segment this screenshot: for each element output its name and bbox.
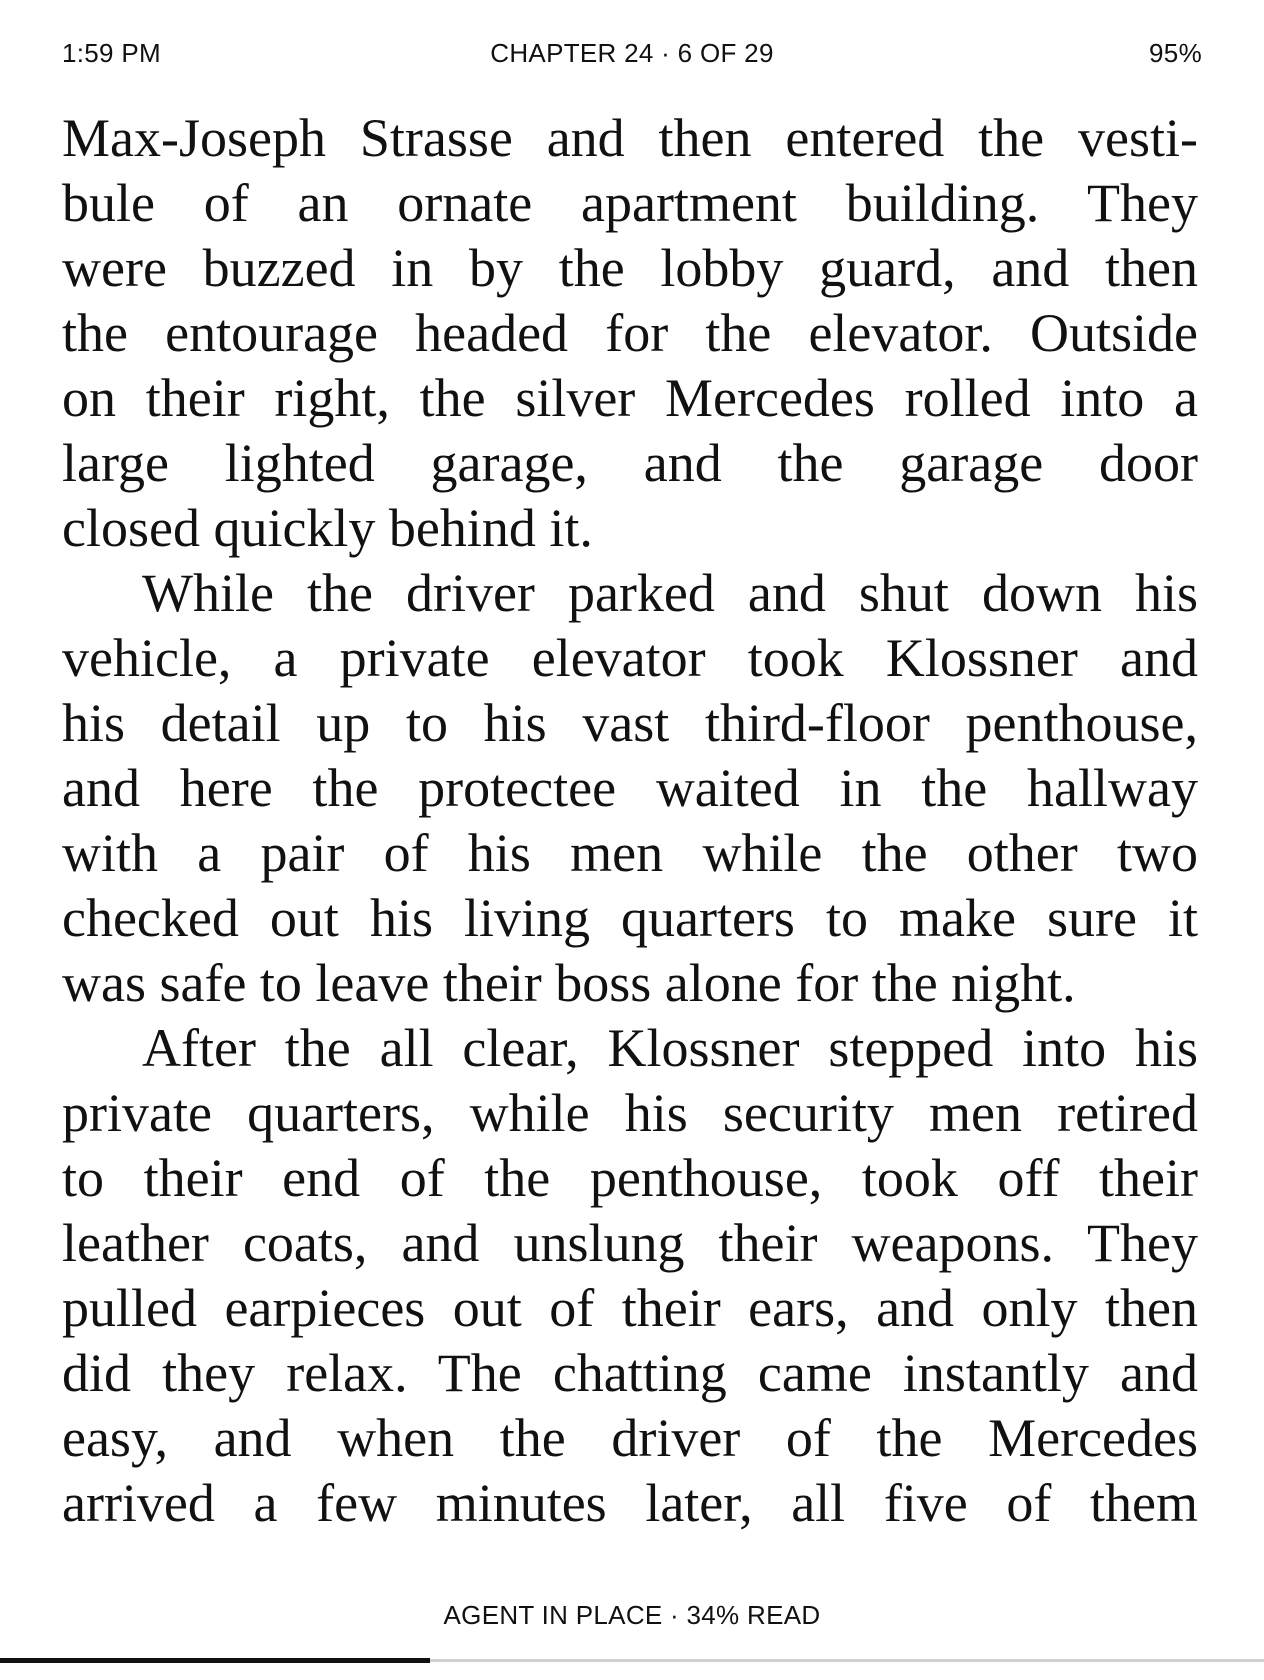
- text-line: did they relax. The chatting came instantly and: [62, 1343, 1198, 1403]
- text-line: arrived a few minutes later, all five of them: [62, 1473, 1198, 1533]
- text-line: was safe to leave their boss alone for the night.: [62, 953, 1076, 1013]
- text-line: After the all clear, Klossner stepped into his: [142, 1018, 1198, 1078]
- text-line: on their right, the silver Mercedes rolled into a: [62, 368, 1198, 428]
- text-line: his detail up to his vast third-floor penthouse,: [62, 693, 1198, 753]
- text-line: and here the protectee waited in the hallway: [62, 758, 1198, 818]
- clock: 1:59 PM: [62, 38, 161, 68]
- battery-level: 95%: [1149, 38, 1202, 68]
- text-line: to their end of the penthouse, took off their: [62, 1148, 1198, 1208]
- book-page-text[interactable]: [62, 106, 1198, 1536]
- text-line: with a pair of his men while the other two: [62, 823, 1198, 883]
- chapter-indicator[interactable]: CHAPTER 24 · 6 OF 29: [490, 38, 774, 68]
- text-line: While the driver parked and shut down his: [142, 563, 1198, 623]
- status-bar: [62, 38, 1202, 78]
- text-line: closed quickly behind it.: [62, 498, 593, 558]
- reading-progress-fill: [0, 1658, 430, 1663]
- reading-progress-bar: [0, 1659, 1264, 1662]
- book-progress-label: AGENT IN PLACE · 34% READ: [443, 1600, 821, 1630]
- text-line: checked out his living quarters to make sure it: [62, 888, 1198, 948]
- text-line: leather coats, and unslung their weapons. They: [62, 1213, 1198, 1273]
- text-line: Max-Joseph Strasse and then entered the vesti-: [62, 108, 1198, 168]
- text-line: private quarters, while his security men retired: [62, 1083, 1198, 1143]
- text-line: were buzzed in by the lobby guard, and then: [62, 238, 1198, 298]
- text-line: easy, and when the driver of the Mercedes: [62, 1408, 1198, 1468]
- text-line: vehicle, a private elevator took Klossner and: [62, 628, 1198, 688]
- text-line: bule of an ornate apartment building. They: [62, 173, 1198, 233]
- text-line: large lighted garage, and the garage door: [62, 433, 1198, 493]
- text-line: pulled earpieces out of their ears, and only then: [62, 1278, 1198, 1338]
- text-line: the entourage headed for the elevator. Outside: [62, 303, 1198, 363]
